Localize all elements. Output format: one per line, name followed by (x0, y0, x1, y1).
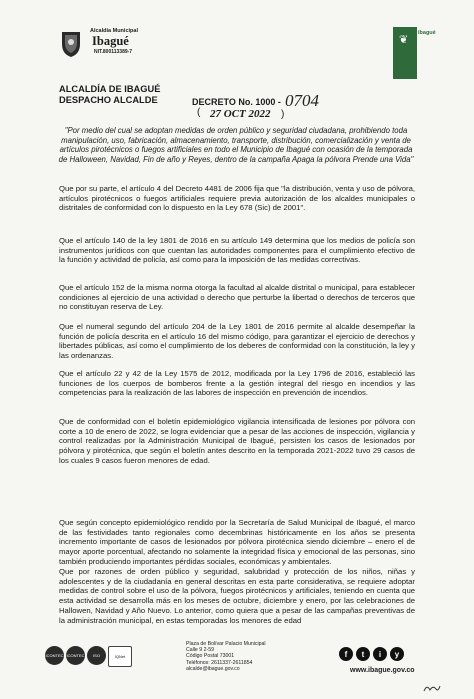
date-open-paren: ( (197, 107, 201, 118)
paragraph: Que el artículo 22 y 42 de la Ley 1575 de 2012, modificada por la Ley 1796 de 2016, estableció las funciones de los cuerpos de bomberos frente a la gestión integral del riesgo en incendios y las competencias para la realización de las labores de inspección en prevención de incendios. (59, 369, 415, 398)
decree-purpose: "Por medio del cual se adoptan medidas de orden público y seguridad ciudadana, prohibiendo toda manipulación, uso, fabricación, almacenamiento, transporte, distribución, comercialización y venta de artículos pirotécnicos o fuegos artificiales en todo el Municipio de Ibagué con ocasión de la temporada de Halloween, Navidad, Fin de año y Reyes, dentro de la campaña Apaga la pólvora Prende una Vida" (58, 126, 414, 164)
address-line: Calle 9 2-59 (186, 647, 214, 654)
icontec-logo: ICONTEC (45, 646, 64, 665)
office-line-2: DESPACHO ALCALDE (59, 94, 158, 105)
paragraph: Que el numeral segundo del artículo 204 de la Ley 1801 de 2016 permite al alcalde desempeñar la función de policía descrita en el artículo 16 del mismo código, para garantizar el ejercicio de derechos y libertades públicas, así como el cumplimiento de los deberes de conformidad con la constitución, la ley y las ordenanzas. (59, 322, 415, 361)
decree-date: 27 OCT 2022 (210, 108, 271, 120)
decree-label: DECRETO No. 1000 - (192, 97, 281, 107)
instagram-icon[interactable]: i (373, 647, 387, 661)
youtube-icon[interactable]: y (390, 647, 404, 661)
address-line: alcalde@ibague.gov.co (186, 665, 240, 672)
decree-number: 0704 (285, 91, 319, 110)
handwritten-initial-icon (423, 683, 441, 693)
certification-logos (45, 646, 132, 667)
address-line: Plaza de Bolívar Palacio Municipal (186, 641, 266, 647)
iso-logo: ISO (87, 646, 106, 665)
nit-number: NIT.800113389-7 (94, 49, 133, 55)
coat-of-arms-icon (58, 30, 84, 58)
office-heading (59, 84, 160, 105)
paragraph: Que el artículo 152 de la misma norma otorga la facultad al alcalde distrital o municipal, para establecer condiciones al ejercicio de una actividad o derecho que perturbe la libertad o derechos de terceros que no constituyan reserva de Ley. (59, 283, 415, 312)
paragraph: Que por razones de orden público y seguridad, salubridad y protección de los niños, niñas y adolescentes y de la ciudadanía en general descritas en esta parte considerativa, se requiere adoptar medidas de control sobre el uso de la pólvora, fuegos pirotécnicos y artificiales, teniendo en cuenta que esta actividad se desarrolla más en los meses de octubre, diciembre y enero, por las celebraciones de Hallowen, Navidad y Año Nuevo. Lo anterior, como quiera que a pesar de las campañas preventivas de la administración municipal, en estas temporadas los menores de edad (59, 567, 415, 625)
paragraph: Que de conformidad con el boletín epidemiológico vigilancia intensificada de lesiones por pólvora con corte a 10 de enero de 2022, se logra evidenciar que a pesar de las acciones de inspección, vigilancia y control realizadas por la Administración Municipal de Ibagué, persisten los casos de lesionados por pólvora y pirotécnica, que según el boletín antes descrito en la temporada 2021-2022 tuvo 29 casos de los cuales 9 casos fueron menores de edad. (59, 417, 415, 465)
leaf-icon: ❦ (399, 34, 409, 46)
paragraph: Que según concepto epidemiológico rendido por la Secretaría de Salud Municipal de Ibagué, el marco de las festividades tanto regionales como decembrinas históricamente en los años se presenta incremento importante de casos de lesionados por pólvora pirotécnica siendo diciembre – enero el de mayor aporte porcentual, afectando no solamente la integridad física y emocional de las personas, sino también produciendo importantes pérdidas sociales, económicas y ambientales. (59, 518, 415, 566)
footer-address (186, 641, 266, 672)
office-line-1: ALCALDÍA DE IBAGUÉ (59, 84, 161, 94)
website-link[interactable]: www.ibague.gov.co (350, 667, 415, 674)
city-name: Ibagué (92, 34, 129, 48)
iqnet-logo: IQNet (108, 646, 132, 667)
date-close-paren: ) (281, 109, 285, 120)
paragraph: Que por su parte, el artículo 4 del Decreto 4481 de 2006 fija que "la distribución, venta y uso de pólvora, artículos pirotécnicos o fuegos artificiales requiere previa autorización de los alcaldes municipales o distritales de conformidad con lo dispuesto en la Ley 678 (Sic) de 2001". (59, 184, 415, 213)
address-line: Teléfonos: 2611337-2611854 (186, 659, 253, 666)
social-links (339, 647, 404, 661)
paragraph: Que el artículo 140 de la ley 1801 de 2016 en su artículo 149 determina que los medios de policía son instrumentos jurídicos con que cuentan las autoridades componentes para el cumplimiento efectivo de la función y actividad de policía, así como para la imposición de las medidas correctivas. (59, 236, 415, 265)
address-line: Código Postal 73001 (186, 653, 235, 660)
brand-word: ibagué (418, 30, 436, 36)
icontec-logo: ICONTEC (66, 646, 85, 665)
entity-label: Alcaldía Municipal (90, 28, 138, 34)
twitter-icon[interactable]: t (356, 647, 370, 661)
facebook-icon[interactable]: f (339, 647, 353, 661)
